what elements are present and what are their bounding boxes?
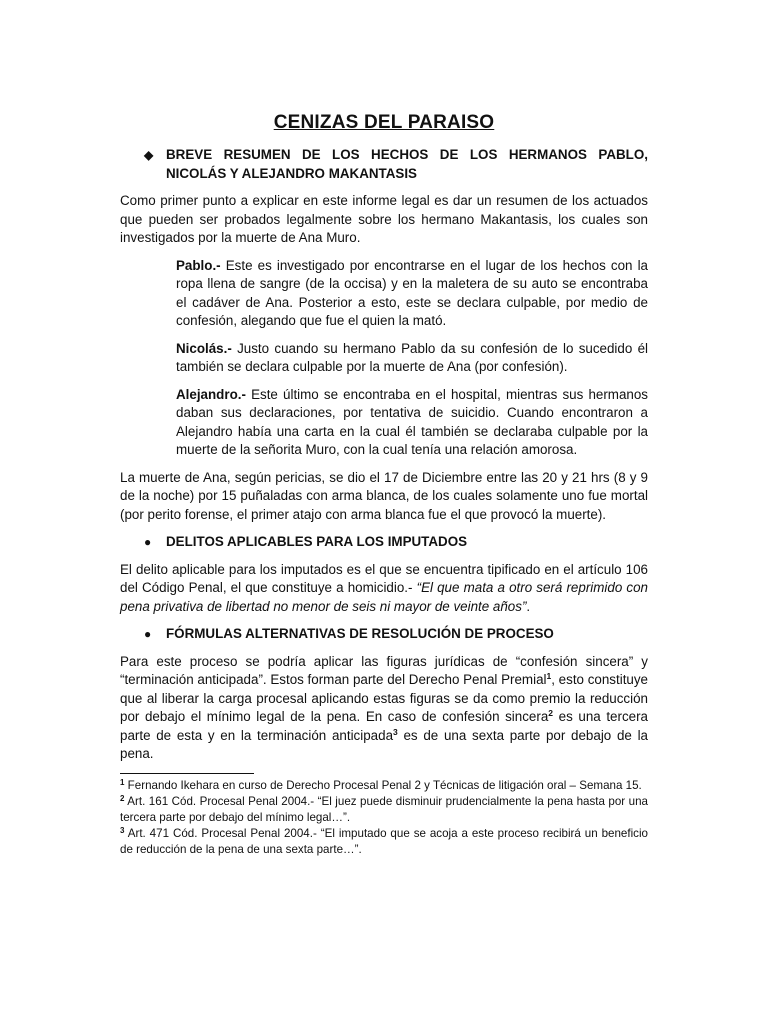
formulas-text-4: es de una sexta parte por debajo de la pena. (120, 727, 649, 761)
alejandro-text: Este último se encontraba en el hospital, mientras sus hermanos daban sus declaraciones, por tentativa de suicidio. Cuando encontraron a Alejandro había una carta en la cual él también se declaraba culpable por la muerte de la señorita Muro, con la cual tenía una relación amorosa. (176, 386, 648, 457)
document-body (120, 112, 648, 858)
footnote-ref-2: 2 (548, 708, 554, 718)
section-heading-delitos (120, 533, 648, 552)
footnote-ref-1: 1 (546, 671, 552, 681)
delito-text: El delito aplicable para los imputados es el que se encuentra tipificado en el artículo 106 del Código Penal, el que constituye a homicidio.- (120, 561, 648, 595)
footnote-2 (120, 794, 648, 826)
section-heading-resumen (120, 146, 648, 183)
footnote-3 (120, 826, 648, 858)
circle-bullet-icon: ● (144, 627, 152, 641)
section-heading-text: FÓRMULAS ALTERNATIVAS DE RESOLUCIÓN DE PROCESO (166, 626, 554, 641)
formulas-text-2: , esto constituye que al liberar la carga procesal aplicando estas figuras se da como premio la reducción por debajo el mínimo legal de la pena. En caso de confesión sincera (120, 672, 648, 724)
footnote-mark: 2 (120, 793, 125, 803)
alejandro-label: Alejandro.- (176, 386, 246, 402)
nicolas-label: Nicolás.- (176, 340, 232, 356)
pablo-label: Pablo.- (176, 257, 221, 273)
muerte-paragraph: La muerte de Ana, según pericias, se dio el 17 de Diciembre entre las 20 y 21 hrs (8 y 9 de la noche) por 15 puñaladas con arma blanca, de los cuales solamente uno fue mortal (por perito forense, el primer atajo con arma blanca fue el que provocó la muerte). (120, 469, 648, 522)
footnote-text: Art. 161 Cód. Procesal Penal 2004.- “El juez puede disminuir prudencialmente la pena hasta por una tercera parte por debajo del mínimo legal…”. (120, 794, 648, 824)
document-title: CENIZAS DEL PARAISO (273, 112, 495, 133)
intro-paragraph: Como primer punto a explicar en este informe legal es dar un resumen de los actuados que pueden ser probados legalmente sobre los hermano Makantasis, los cuales son investigados por la muerte de Ana Muro. (120, 193, 648, 245)
footnote-text: Art. 471 Cód. Procesal Penal 2004.- “El imputado que se acoja a este proceso recibirá un beneficio de reducción de la pena de una sexta parte…”. (120, 826, 648, 856)
footnote-text: Fernando Ikehara en curso de Derecho Procesal Penal 2 y Técnicas de litigación oral – Semana 15. (124, 778, 642, 792)
section-heading-text: BREVE RESUMEN DE LOS HECHOS DE LOS HERMANOS PABLO, NICOLÁS Y ALEJANDRO MAKANTASIS (166, 147, 648, 181)
formulas-paragraph (120, 653, 648, 764)
footnote-ref-3: 3 (393, 726, 398, 737)
nicolas-paragraph (176, 340, 648, 377)
section-heading-text: DELITOS APLICABLES PARA LOS IMPUTADOS (166, 534, 468, 549)
formulas-text-3: es una tercera parte de esta y en la terminación anticipada (120, 709, 648, 743)
alejandro-paragraph (176, 386, 648, 460)
diamond-bullet-icon: ◆ (144, 148, 154, 162)
nicolas-text: Justo cuando su hermano Pablo da su confesión de lo sucedido él también se declara culpable por la muerte de Ana (por confesión). (176, 340, 648, 374)
formulas-text-1: Para este proceso se podría aplicar las figuras jurídicas de “confesión sincera” y “terminación anticipada”. Estos forman parte del Derecho Penal Premial (120, 653, 648, 687)
circle-bullet-icon: ● (144, 535, 152, 549)
pablo-paragraph (176, 257, 648, 331)
footnote-1 (120, 778, 648, 794)
footnote-mark: 3 (120, 825, 125, 835)
footnote-mark: 1 (120, 777, 125, 787)
delito-quote: “El que mata a otro será reprimido con pena privativa de libertad no menor de seis ni mayor de veinte años” (120, 580, 649, 614)
pablo-text: Este es investigado por encontrarse en el lugar de los hechos con la ropa llena de sangre (de la occisa) y en la maletera de su auto se encontraba el cadáver de Ana. Posterior a esto, este se declara culpable, por medio de confesión, alegando que fue el quien la mató. (176, 257, 648, 328)
delito-end: . (526, 598, 531, 614)
footnote-divider (120, 773, 254, 774)
delito-paragraph (120, 561, 648, 617)
section-heading-formulas (120, 625, 648, 644)
